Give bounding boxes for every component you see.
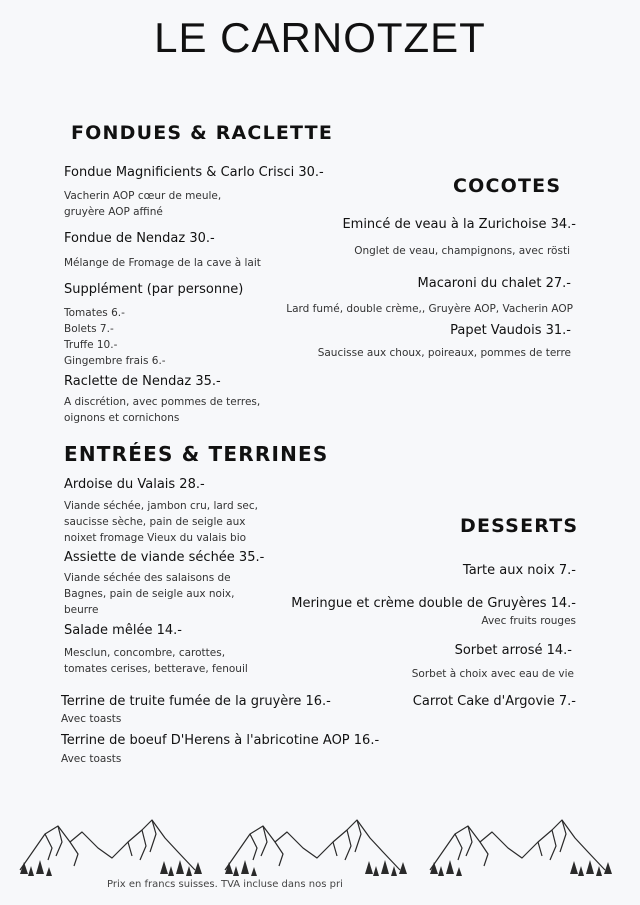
menu-item-desc: Avec toasts xyxy=(61,713,122,725)
menu-item-desc: Mélange de Fromage de la cave à lait xyxy=(64,257,261,269)
menu-item-name: Raclette de Nendaz 35.- xyxy=(64,374,221,389)
menu-item-name: Emincé de veau à la Zurichoise 34.- xyxy=(342,217,576,232)
menu-item-name: Meringue et crème double de Gruyères 14.- xyxy=(291,596,576,611)
menu-item-name: Macaroni du chalet 27.- xyxy=(417,276,571,291)
menu-item-desc: tomates cerises, betterave, fenouil xyxy=(64,663,248,675)
menu-item-name: Fondue Magnificients & Carlo Crisci 30.- xyxy=(64,165,324,180)
menu-item-desc: Gingembre frais 6.- xyxy=(64,355,166,367)
menu-item-desc: Sorbet à choix avec eau de vie xyxy=(411,668,574,680)
menu-item-name: Sorbet arrosé 14.- xyxy=(454,643,572,658)
menu-item-desc: Vacherin AOP cœur de meule, xyxy=(64,190,222,202)
menu-item-desc: noixet fromage Vieux du valais bio xyxy=(64,532,247,544)
menu-item-desc: Tomates 6.- xyxy=(64,307,125,319)
menu-item-name: Papet Vaudois 31.- xyxy=(450,323,571,338)
menu-item-desc: Truffe 10.- xyxy=(64,339,118,351)
menu-item-desc: Saucisse aux choux, poireaux, pommes de terre xyxy=(317,347,571,359)
menu-item-desc: Bolets 7.- xyxy=(64,323,114,335)
restaurant-title: LE CARNOTZET xyxy=(154,14,486,61)
menu-item-desc: A discrétion, avec pommes de terres, xyxy=(64,396,261,408)
menu-item-desc: Viande séchée des salaisons de xyxy=(64,572,231,584)
menu-item-name: Carrot Cake d'Argovie 7.- xyxy=(412,694,576,709)
menu-item-name: Ardoise du Valais 28.- xyxy=(64,477,205,492)
section-title-desserts: DESSERTS xyxy=(460,515,579,537)
section-title-fondues: FONDUES & RACLETTE xyxy=(71,122,333,144)
menu-item-desc: beurre xyxy=(64,604,99,616)
menu-item-desc: Avec fruits rouges xyxy=(481,615,576,627)
menu-item-name: Terrine de truite fumée de la gruyère 16.- xyxy=(61,694,331,709)
menu-item-name: Salade mêlée 14.- xyxy=(64,623,182,638)
menu-item-name: Fondue de Nendaz 30.- xyxy=(64,231,215,246)
menu-item-desc: gruyère AOP affiné xyxy=(64,206,163,218)
menu-item-desc: Bagnes, pain de seigle aux noix, xyxy=(64,588,235,600)
menu-item-desc: oignons et cornichons xyxy=(64,412,180,424)
menu-item-desc: Mesclun, concombre, carottes, xyxy=(64,647,226,659)
menu-item-desc: Avec toasts xyxy=(61,753,122,765)
section-title-entrees: ENTRÉES & TERRINES xyxy=(64,442,329,466)
menu-item-name: Supplément (par personne) xyxy=(64,282,244,297)
menu-item-desc: saucisse sèche, pain de seigle aux xyxy=(64,516,246,528)
menu-item-desc: Onglet de veau, champignons, avec rösti xyxy=(354,245,570,257)
menu-item-desc: Viande séchée, jambon cru, lard sec, xyxy=(64,500,258,512)
section-title-cocotes: COCOTES xyxy=(453,175,562,197)
menu-item-name: Assiette de viande séchée 35.- xyxy=(64,550,265,565)
menu-item-desc: Lard fumé, double crème,, Gruyère AOP, Vacherin AOP xyxy=(286,303,573,315)
menu-item-name: Terrine de boeuf D'Herens à l'abricotine AOP 16.- xyxy=(61,733,380,748)
footer-note: Prix en francs suisses. TVA incluse dans nos pri xyxy=(107,879,343,890)
menu-item-name: Tarte aux noix 7.- xyxy=(462,563,576,578)
